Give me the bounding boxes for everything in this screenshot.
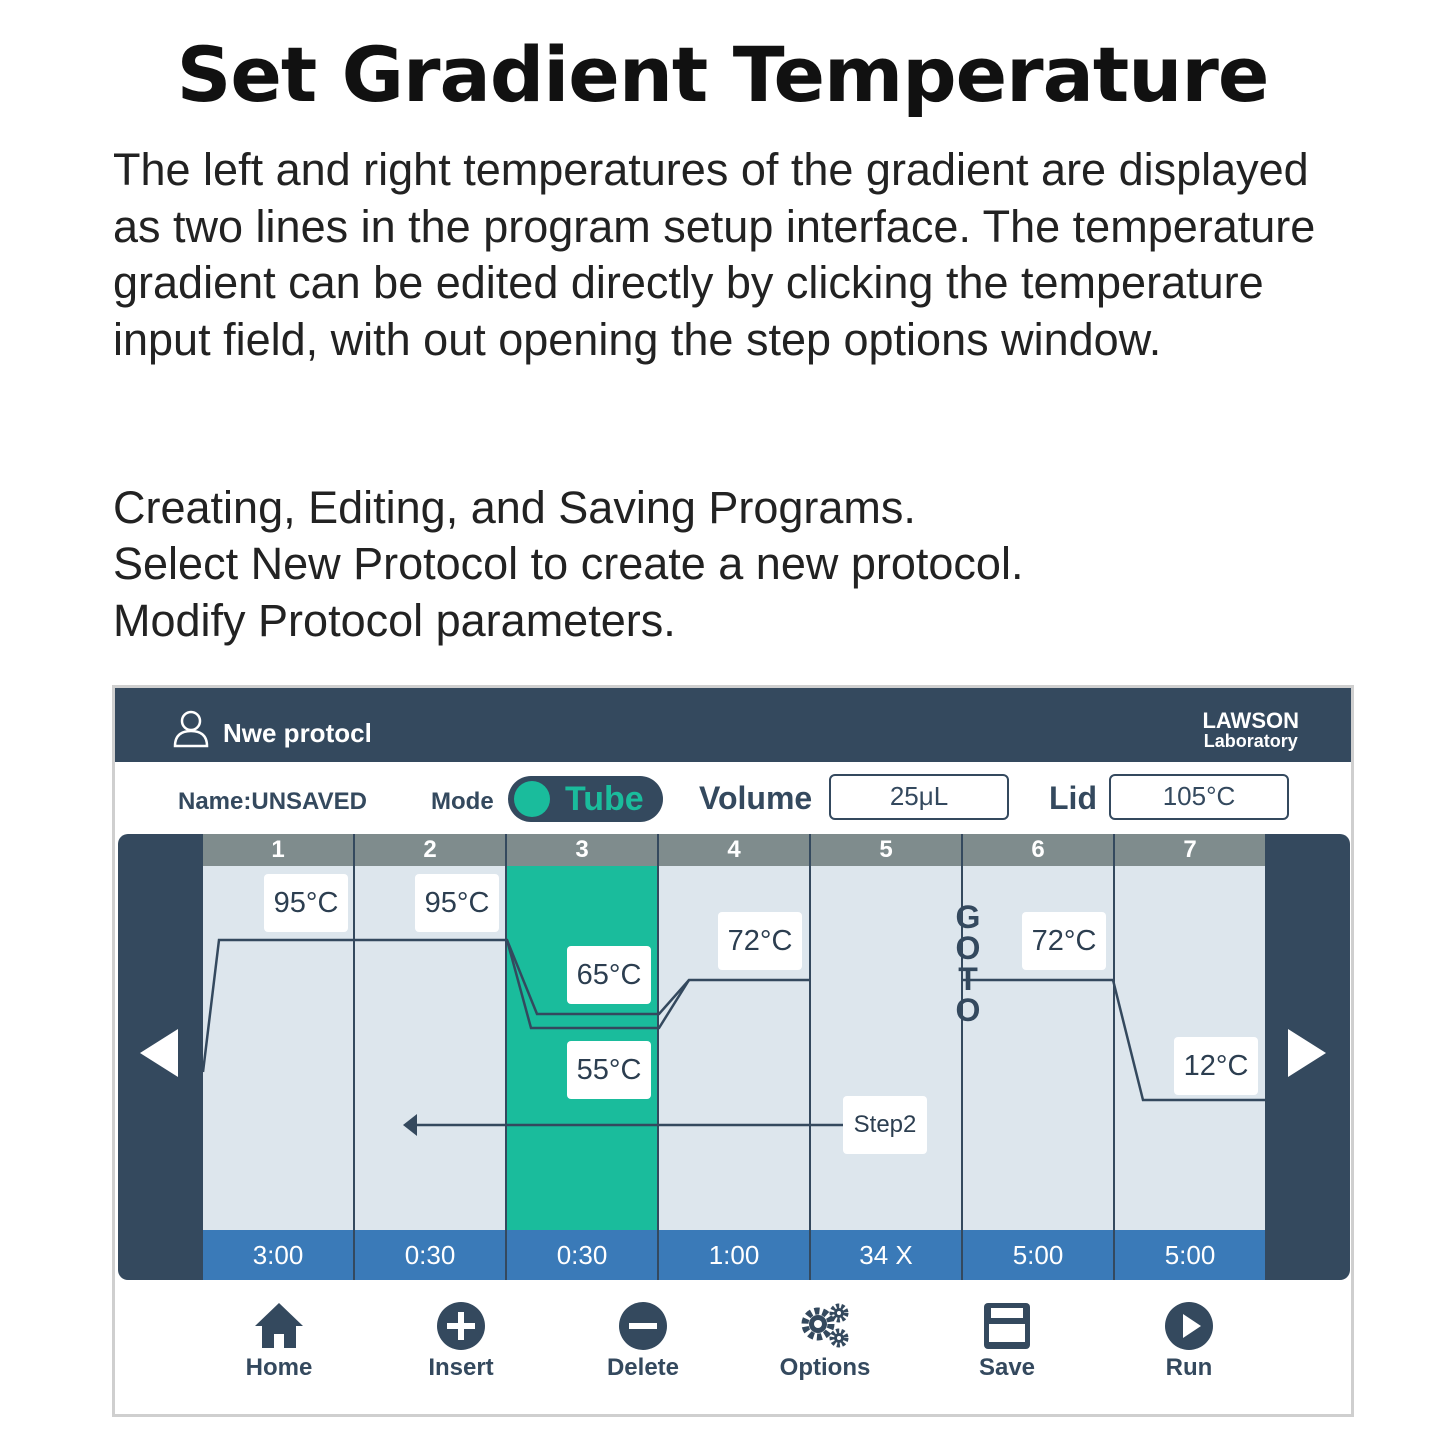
delete-button[interactable] <box>583 1300 703 1382</box>
temp-field-step3-high[interactable]: 65°C <box>567 946 651 1004</box>
step-time[interactable]: 5:00 <box>963 1230 1113 1280</box>
step-number: 3 <box>507 834 657 866</box>
protocol-name: Nwe protocl <box>223 718 372 748</box>
step-number: 1 <box>203 834 353 866</box>
home-label: Home <box>245 1354 313 1381</box>
protocol-graph <box>118 834 1350 1280</box>
step-column-4[interactable] <box>659 834 809 1280</box>
step-number: 7 <box>1115 834 1265 866</box>
section-body <box>113 536 1363 649</box>
goto-letter: G <box>955 899 981 935</box>
step-body[interactable] <box>811 866 961 1230</box>
run-button[interactable] <box>1129 1300 1249 1382</box>
save-label: Save <box>978 1354 1036 1381</box>
temp-field-step2[interactable]: 95°C <box>415 874 499 932</box>
mode-label: Mode <box>431 788 494 815</box>
goto-letter: O <box>955 992 981 1028</box>
page-title: Set Gradient Temperature <box>176 30 1269 119</box>
goto-target[interactable]: Step2 <box>843 1096 927 1154</box>
options-label: Options <box>779 1354 871 1381</box>
brand-logo <box>1202 710 1299 750</box>
home-button[interactable] <box>219 1300 339 1382</box>
step-time[interactable]: 1:00 <box>659 1230 809 1280</box>
insert-button[interactable] <box>401 1300 521 1382</box>
plus-circle-icon <box>435 1300 487 1352</box>
gears-icon <box>799 1300 851 1352</box>
step-time[interactable]: 3:00 <box>203 1230 353 1280</box>
step-time[interactable]: 0:30 <box>355 1230 505 1280</box>
volume-label: Volume <box>699 780 813 816</box>
section-title: Creating, Editing, and Saving Programs. <box>113 482 916 533</box>
delete-label: Delete <box>606 1354 680 1381</box>
step-time[interactable]: 5:00 <box>1115 1230 1265 1280</box>
step-area <box>203 834 1265 1280</box>
toggle-knob <box>514 781 550 817</box>
temp-field-step1[interactable]: 95°C <box>264 874 348 932</box>
step-column-5[interactable] <box>811 834 961 1280</box>
step-number: 5 <box>811 834 961 866</box>
step-number: 6 <box>963 834 1113 866</box>
prev-arrow-icon[interactable] <box>140 1029 178 1077</box>
options-button[interactable] <box>765 1300 885 1382</box>
device-screen <box>112 685 1354 1417</box>
mode-value: Tube <box>565 780 644 818</box>
section-line: Modify Protocol parameters. <box>113 594 676 646</box>
volume-field[interactable]: 25μL <box>829 774 1009 820</box>
goto-letter: O <box>955 930 981 966</box>
step-time[interactable]: 0:30 <box>507 1230 657 1280</box>
insert-label: Insert <box>428 1354 494 1381</box>
play-icon <box>1163 1300 1215 1352</box>
save-icon <box>981 1300 1033 1352</box>
run-label: Run <box>1165 1354 1213 1381</box>
goto-letter: T <box>958 961 978 997</box>
minus-circle-icon <box>617 1300 669 1352</box>
temp-field-step3-low[interactable]: 55°C <box>567 1041 651 1099</box>
name-label: Name:UNSAVED <box>178 788 367 815</box>
section-line: Select New Protocol to create a new protocol. <box>113 538 1024 589</box>
info-bar <box>115 762 1351 834</box>
step-number: 2 <box>355 834 505 866</box>
save-button[interactable] <box>947 1300 1067 1382</box>
temp-field-step7[interactable]: 12°C <box>1174 1037 1258 1095</box>
goto-label <box>953 899 983 1028</box>
user-icon <box>173 710 209 748</box>
lid-label: Lid <box>1049 780 1097 816</box>
mode-toggle[interactable] <box>508 776 663 822</box>
step-cycles[interactable]: 34 X <box>811 1230 961 1280</box>
top-bar <box>115 688 1351 762</box>
step-column-6[interactable] <box>963 834 1113 1280</box>
next-arrow-icon[interactable] <box>1288 1029 1326 1077</box>
temp-field-step6[interactable]: 72°C <box>1022 912 1106 970</box>
brand-sub: Laboratory <box>1203 731 1298 751</box>
step-number: 4 <box>659 834 809 866</box>
temp-field-step4[interactable]: 72°C <box>718 912 802 970</box>
home-icon <box>253 1300 305 1352</box>
bottom-toolbar <box>115 1288 1351 1408</box>
description: The left and right temperatures of the gradient are displayed as two lines in the program setup interface. The temperature gradient can be edited directly by clicking the temperature input field, with out opening the step options window. <box>113 144 1316 365</box>
brand-name: LAWSON <box>1202 708 1299 733</box>
lid-field[interactable]: 105°C <box>1109 774 1289 820</box>
